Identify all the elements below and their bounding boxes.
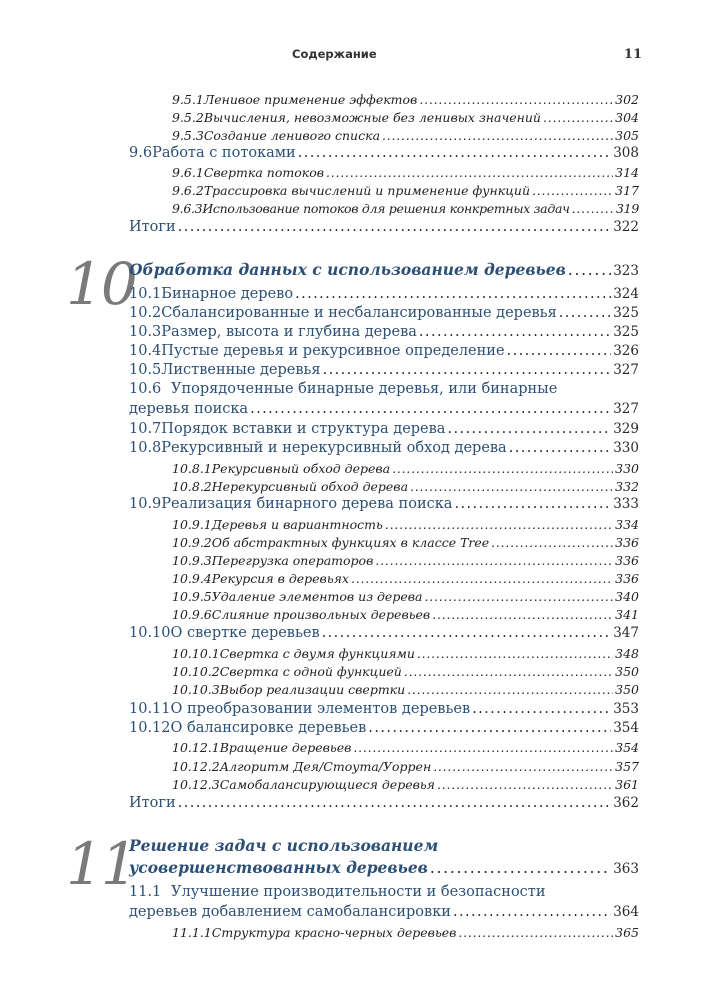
chapter-number: 10	[66, 250, 136, 318]
entry-page: 347	[613, 625, 639, 641]
entry-title: Ленивое применение эффектов	[203, 92, 418, 107]
toc-summary[interactable]	[129, 795, 639, 811]
dot-leader	[404, 664, 613, 679]
entry-title: Работа с потоками	[152, 145, 296, 161]
dot-leader	[432, 607, 613, 622]
entry-title: Выбор реализации свертки	[219, 682, 406, 697]
entry-page: 336	[615, 535, 639, 550]
toc-entry[interactable]	[129, 720, 639, 736]
entry-title: Самобалансирующиеся деревья	[219, 777, 435, 792]
dot-leader	[250, 401, 611, 417]
header-title: Содержание	[292, 47, 377, 61]
entry-title: Порядок вставки и структура дерева	[161, 421, 446, 437]
entry-number: 10.10.1	[172, 646, 220, 661]
entry-title: Алгоритм Дея/Стоута/Уоррен	[219, 759, 432, 774]
entry-number: 10.10.3	[172, 682, 220, 697]
entry-title: Итоги	[129, 795, 176, 811]
dot-leader	[568, 261, 611, 279]
dot-leader	[353, 740, 613, 755]
dot-leader	[178, 795, 612, 811]
dot-leader	[543, 110, 613, 125]
entry-title: Сбалансированные и несбалансированные деревья	[161, 305, 557, 321]
entry-page: 330	[613, 440, 639, 456]
toc-entry[interactable]	[172, 646, 639, 661]
entry-page: 324	[613, 286, 639, 302]
entry-title: Нерекурсивный обход дерева	[211, 479, 409, 494]
dot-leader	[430, 859, 611, 877]
entry-number: 9.5.3	[172, 128, 204, 143]
entry-number: 10.9.2	[172, 535, 212, 550]
entry-number: 9.6.2	[172, 183, 204, 198]
chapter-page: 323	[613, 263, 639, 279]
entry-number: 9.6.3	[172, 201, 203, 216]
toc-entry[interactable]	[129, 701, 639, 717]
entry-page: 336	[615, 553, 639, 568]
entry-number: 10.3	[129, 324, 162, 340]
dot-leader	[178, 219, 612, 235]
toc-entry[interactable]	[172, 128, 639, 143]
dot-leader	[532, 183, 613, 198]
entry-title: Рекурсия в деревьях	[211, 571, 349, 586]
header-page-number: 11	[623, 47, 642, 62]
toc-entry[interactable]	[129, 324, 639, 340]
dot-leader	[572, 201, 614, 216]
entry-page: 340	[615, 589, 639, 604]
toc-entry-continuation[interactable]	[129, 904, 639, 920]
toc-entry[interactable]	[129, 440, 639, 456]
entry-page: 326	[613, 343, 639, 359]
chapter-heading[interactable]	[129, 858, 639, 877]
entry-number: 10.7	[129, 421, 162, 437]
entry-number: 10.12.3	[172, 777, 220, 792]
toc-entry[interactable]	[172, 925, 639, 940]
dot-leader	[326, 165, 613, 180]
entry-number: 10.12.1	[172, 740, 220, 755]
toc-entry[interactable]	[172, 777, 639, 792]
dot-leader	[351, 571, 613, 586]
dot-leader	[437, 777, 613, 792]
entry-number: 9.5.1	[172, 92, 204, 107]
toc-entry[interactable]	[172, 479, 639, 494]
entry-page: 341	[615, 607, 639, 622]
entry-page: 354	[615, 740, 639, 755]
entry-page: 322	[613, 219, 639, 235]
toc-entry[interactable]	[172, 517, 639, 532]
entry-title: Реализация бинарного дерева поиска	[161, 496, 453, 512]
entry-page: 354	[613, 720, 639, 736]
entry-title: Перегрузка операторов	[211, 553, 374, 568]
toc-summary[interactable]	[129, 219, 639, 235]
entry-page: 353	[613, 701, 639, 717]
entry-number: 10.9.5	[172, 589, 212, 604]
toc-entry[interactable]	[172, 461, 639, 476]
toc-entry[interactable]	[129, 421, 639, 437]
entry-number: 10.9.1	[172, 517, 212, 532]
toc-entry[interactable]	[129, 625, 639, 641]
entry-title: Свертка потоков	[203, 165, 325, 180]
entry-title: деревьев добавлением самобалансировки	[129, 904, 451, 920]
dot-leader	[433, 759, 613, 774]
dot-leader	[458, 925, 613, 940]
entry-number: 10.5	[129, 362, 162, 378]
entry-page: 333	[613, 496, 639, 512]
entry-title: Использование потоков для решения конкретных задач	[202, 201, 570, 216]
entry-number: 11.1.1	[172, 925, 212, 940]
entry-number: 10.12.2	[172, 759, 220, 774]
entry-page: 334	[615, 517, 639, 532]
dot-leader	[419, 324, 611, 340]
entry-page: 308	[613, 145, 639, 161]
toc-entry[interactable]	[172, 607, 639, 622]
toc-entry-first-line[interactable]	[129, 381, 557, 397]
toc-entry[interactable]	[129, 145, 639, 161]
entry-page: 325	[613, 324, 639, 340]
entry-number: 10.2	[129, 305, 162, 321]
entry-title: Свертка с двумя функциями	[219, 646, 415, 661]
entry-title: Вращение деревьев	[219, 740, 352, 755]
dot-leader	[407, 682, 613, 697]
entry-page: 327	[613, 362, 639, 378]
entry-page: 317	[615, 183, 639, 198]
dot-leader	[472, 701, 611, 717]
entry-title: деревья поиска	[129, 401, 249, 417]
entry-page: 332	[615, 479, 639, 494]
dot-leader	[417, 646, 613, 661]
entry-title: Рекурсивный и нерекурсивный обход дерева	[161, 440, 507, 456]
entry-title: Трассировка вычислений и применение функций	[203, 183, 531, 198]
entry-title: Создание ленивого списка	[203, 128, 381, 143]
chapter-number: 11	[66, 830, 136, 898]
toc-entry[interactable]	[129, 496, 639, 512]
dot-leader	[392, 461, 613, 476]
dot-leader	[559, 305, 611, 321]
toc-entry[interactable]	[172, 664, 639, 679]
entry-number: 10.8	[129, 440, 162, 456]
dot-leader	[509, 440, 612, 456]
entry-title: Размер, высота и глубина дерева	[161, 324, 417, 340]
entry-title: Свертка с одной функцией	[219, 664, 402, 679]
entry-page: 329	[613, 421, 639, 437]
entry-number: 10.11	[129, 701, 171, 717]
dot-leader	[419, 92, 613, 107]
toc-entry[interactable]	[172, 92, 639, 107]
entry-title: Бинарное дерево	[161, 286, 294, 302]
chapter-title: Обработка данных с использованием деревьев	[129, 260, 566, 279]
entry-title: О преобразовании элементов деревьев	[170, 701, 471, 717]
dot-leader	[424, 589, 613, 604]
entry-number: 10.9.6	[172, 607, 212, 622]
dot-leader	[382, 128, 613, 143]
dot-leader	[507, 343, 612, 359]
entry-title: Структура красно-черных деревьев	[211, 925, 457, 940]
entry-title: Об абстрактных функциях в классе Tree	[211, 535, 490, 550]
entry-page: 357	[615, 759, 639, 774]
entry-page: 364	[613, 904, 639, 920]
toc-entry[interactable]	[172, 682, 639, 697]
chapter-title: усовершенствованных деревьев	[129, 858, 428, 877]
entry-page: 327	[613, 401, 639, 417]
entry-number: 10.10.2	[172, 664, 220, 679]
toc-entry[interactable]	[129, 343, 639, 359]
entry-number: 11.1	[129, 884, 162, 900]
entry-number: 10.9.3	[172, 553, 212, 568]
toc-entry[interactable]	[129, 305, 639, 321]
dot-leader	[323, 362, 612, 378]
dot-leader	[453, 904, 611, 920]
entry-page: 325	[613, 305, 639, 321]
entry-page: 314	[615, 165, 639, 180]
chapter-title-line1[interactable]: Решение задач с использованием	[129, 836, 439, 855]
toc-entry[interactable]	[172, 589, 639, 604]
entry-title-line1: Улучшение производительности и безопасности	[171, 884, 546, 900]
running-header	[0, 47, 702, 67]
chapter-page: 363	[613, 861, 639, 877]
dot-leader	[410, 479, 613, 494]
entry-page: 330	[615, 461, 639, 476]
entry-page: 365	[615, 925, 639, 940]
entry-number: 10.1	[129, 286, 162, 302]
toc-entry-first-line[interactable]	[129, 884, 546, 900]
entry-title: Слияние произвольных деревьев	[211, 607, 431, 622]
entry-title: Вычисления, невозможные без ленивых значений	[203, 110, 541, 125]
dot-leader	[298, 145, 611, 161]
dot-leader	[368, 720, 611, 736]
entry-page: 361	[615, 777, 639, 792]
entry-number: 10.10	[129, 625, 171, 641]
dot-leader	[385, 517, 613, 532]
entry-number: 10.9.4	[172, 571, 212, 586]
entry-page: 350	[615, 682, 639, 697]
entry-number: 10.4	[129, 343, 162, 359]
entry-page: 348	[615, 646, 639, 661]
toc-entry[interactable]	[129, 362, 639, 378]
toc-entry[interactable]	[172, 183, 639, 198]
entry-title-line1: Упорядоченные бинарные деревья, или бинарные	[171, 381, 558, 397]
chapter-heading[interactable]	[129, 260, 639, 279]
dot-leader	[375, 553, 613, 568]
entry-title: О свертке деревьев	[170, 625, 320, 641]
entry-page: 350	[615, 664, 639, 679]
toc-entry[interactable]	[172, 165, 639, 180]
entry-number: 10.9	[129, 496, 162, 512]
entry-number: 9.6	[129, 145, 153, 161]
dot-leader	[322, 625, 612, 641]
entry-page: 319	[616, 201, 639, 216]
toc-entry-continuation[interactable]	[129, 401, 639, 417]
toc-entry[interactable]	[172, 740, 639, 755]
entry-title: Пустые деревья и рекурсивное определение	[161, 343, 505, 359]
dot-leader	[454, 496, 611, 512]
entry-page: 304	[615, 110, 639, 125]
entry-number: 10.6	[129, 381, 162, 397]
entry-title: Удаление элементов из дерева	[211, 589, 423, 604]
entry-title: Деревья и вариантность	[211, 517, 383, 532]
entry-title: Рекурсивный обход дерева	[211, 461, 391, 476]
dot-leader	[491, 535, 613, 550]
entry-title: Лиственные деревья	[161, 362, 321, 378]
entry-page: 362	[613, 795, 639, 811]
toc-entry[interactable]	[172, 553, 639, 568]
toc-entry[interactable]	[172, 759, 639, 774]
entry-page: 302	[615, 92, 639, 107]
entry-number: 10.12	[129, 720, 171, 736]
toc-entry[interactable]	[172, 201, 639, 216]
entry-number: 9.5.2	[172, 110, 204, 125]
entry-title: Итоги	[129, 219, 176, 235]
entry-number: 9.6.1	[172, 165, 204, 180]
entry-page: 305	[615, 128, 639, 143]
entry-number: 10.8.2	[172, 479, 212, 494]
entry-page: 336	[615, 571, 639, 586]
dot-leader	[295, 286, 611, 302]
toc-entry[interactable]	[129, 286, 639, 302]
toc-entry[interactable]	[172, 110, 639, 125]
toc-entry[interactable]	[172, 535, 639, 550]
entry-number: 10.8.1	[172, 461, 212, 476]
dot-leader	[447, 421, 611, 437]
entry-title: О балансировке деревьев	[170, 720, 367, 736]
toc-entry[interactable]	[172, 571, 639, 586]
